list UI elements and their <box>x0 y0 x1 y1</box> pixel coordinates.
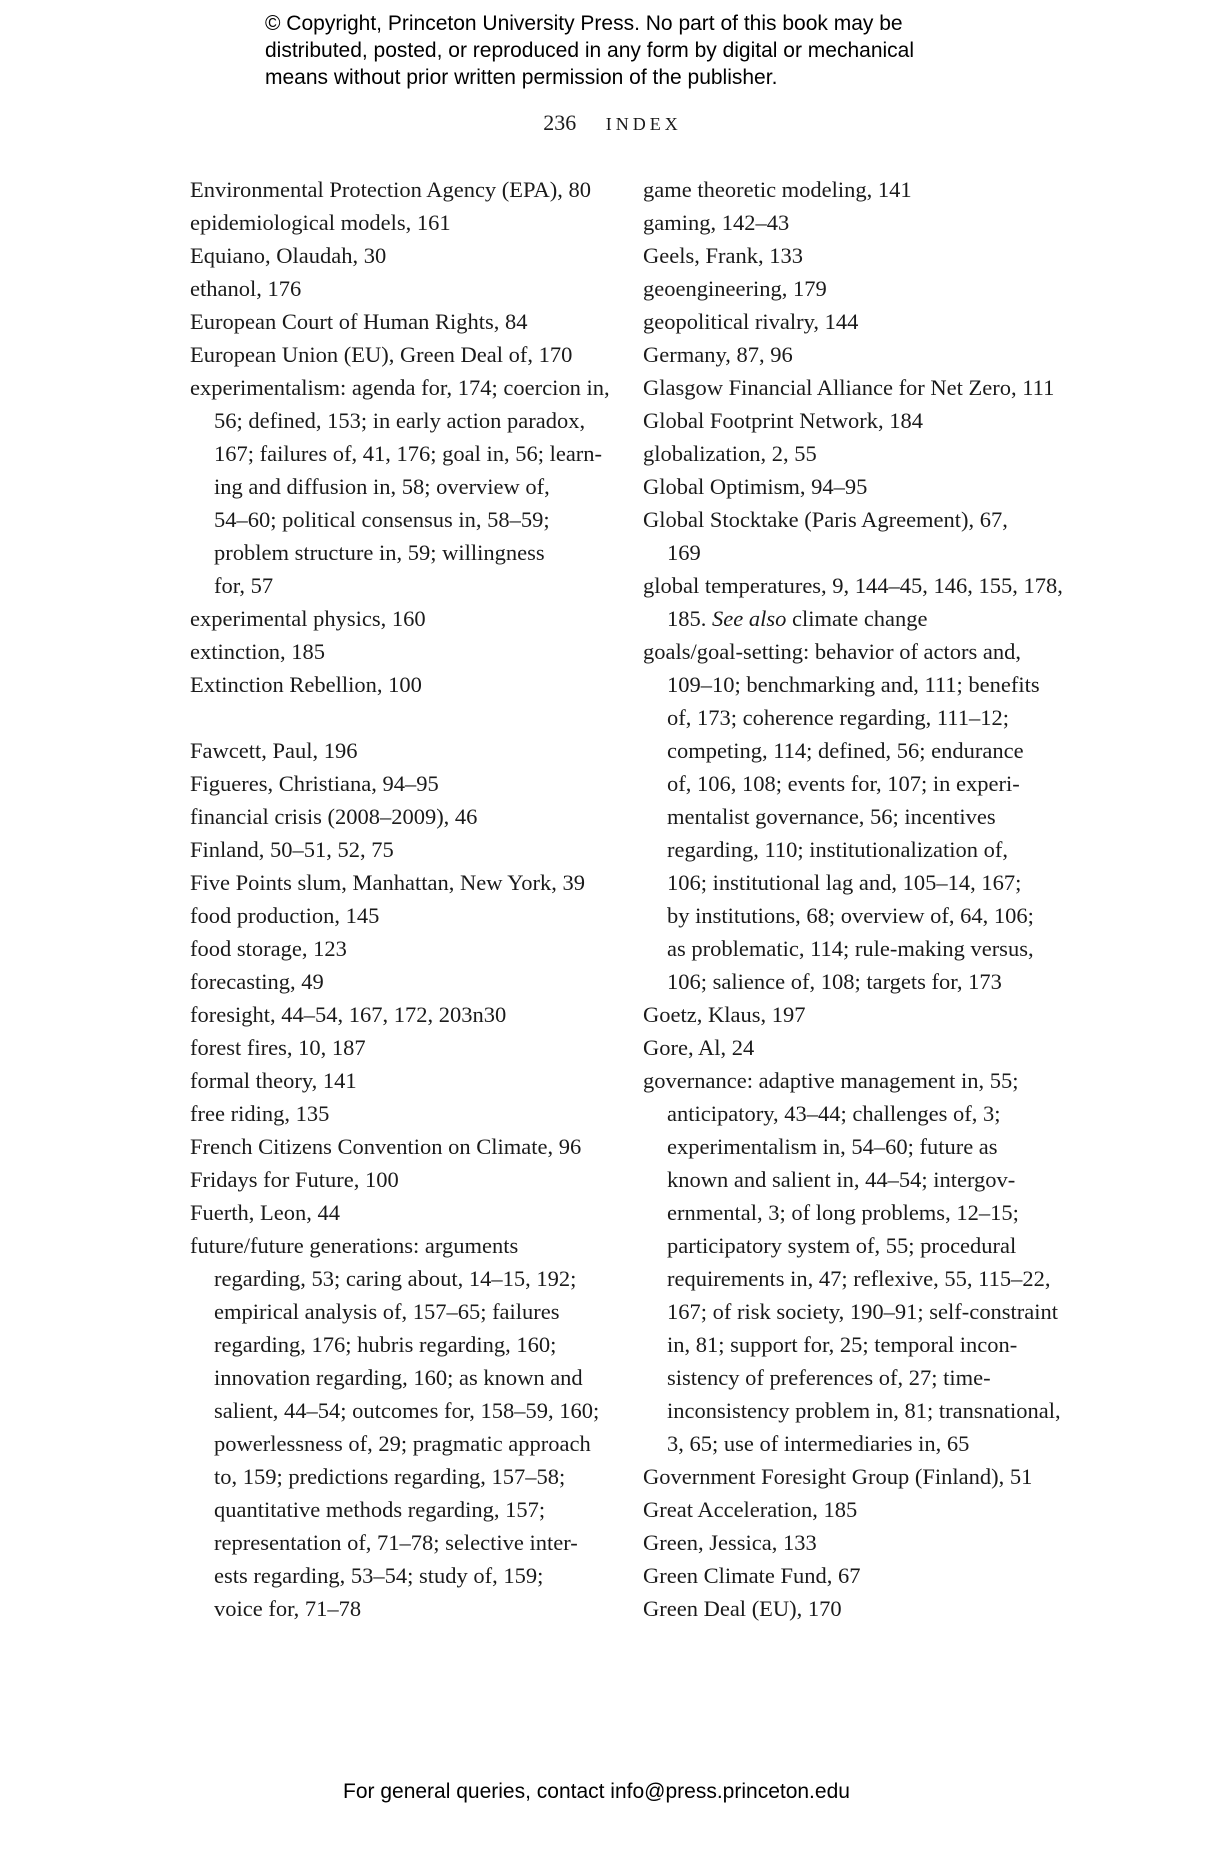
index-entry: Fridays for Future, 100 <box>190 1167 399 1192</box>
index-entry-continuation: for, 57 <box>214 573 274 598</box>
index-entry-continuation: experimentalism in, 54–60; future as <box>667 1134 998 1159</box>
index-entry: French Citizens Convention on Climate, 96 <box>190 1134 582 1159</box>
footer-contact: For general queries, contact info@press.princeton.edu <box>343 1780 850 1803</box>
index-entry: financial crisis (2008–2009), 46 <box>190 804 478 829</box>
index-entry-continuation: quantitative methods regarding, 157; <box>214 1497 546 1522</box>
index-entry: gaming, 142–43 <box>643 210 790 235</box>
index-entry: future/future generations: arguments <box>190 1233 519 1258</box>
index-entry-continuation: salient, 44–54; outcomes for, 158–59, 160; <box>214 1398 600 1423</box>
index-entry: European Union (EU), Green Deal of, 170 <box>190 342 573 367</box>
index-entry: geoengineering, 179 <box>643 276 827 301</box>
index-entry: Extinction Rebellion, 100 <box>190 672 422 697</box>
index-entry: Equiano, Olaudah, 30 <box>190 243 387 268</box>
running-header <box>0 110 1225 136</box>
index-entry-continuation: to, 159; predictions regarding, 157–58; <box>214 1464 566 1489</box>
index-entry-continuation: regarding, 110; institutionalization of, <box>667 837 1008 862</box>
index-entry-continuation: by institutions, 68; overview of, 64, 106; <box>667 903 1034 928</box>
index-entry-continuation: 167; failures of, 41, 176; goal in, 56; learn- <box>214 441 603 466</box>
index-entry: formal theory, 141 <box>190 1068 357 1093</box>
index-entry: Germany, 87, 96 <box>643 342 793 367</box>
index-entry: Global Stocktake (Paris Agreement), 67, <box>643 507 1008 532</box>
index-entry: Green Climate Fund, 67 <box>643 1563 861 1588</box>
index-entry: forecasting, 49 <box>190 969 324 994</box>
index-entry: Fawcett, Paul, 196 <box>190 738 358 763</box>
index-entry <box>190 701 610 734</box>
index-entry: Global Optimism, 94–95 <box>643 474 868 499</box>
index-entry-continuation: ing and diffusion in, 58; overview of, <box>214 474 550 499</box>
index-entry: Environmental Protection Agency (EPA), 80 <box>190 177 591 202</box>
index-entry-continuation: 185. See also climate change <box>667 606 928 631</box>
index-entry: globalization, 2, 55 <box>643 441 817 466</box>
index-entry-continuation: 167; of risk society, 190–91; self-constraint <box>667 1299 1058 1324</box>
index-entry-continuation: of, 106, 108; events for, 107; in experi- <box>667 771 1020 796</box>
index-entry-continuation: problem structure in, 59; willingness <box>214 540 545 565</box>
index-entry: forest fires, 10, 187 <box>190 1035 366 1060</box>
index-entry: Finland, 50–51, 52, 75 <box>190 837 394 862</box>
cross-reference: See also <box>712 606 787 631</box>
index-entry: Geels, Frank, 133 <box>643 243 803 268</box>
index-entry: food production, 145 <box>190 903 380 928</box>
index-entry: global temperatures, 9, 144–45, 146, 155, 178, <box>643 573 1063 598</box>
index-entry: Goetz, Klaus, 197 <box>643 1002 806 1027</box>
index-entry: foresight, 44–54, 167, 172, 203n30 <box>190 1002 507 1027</box>
index-entry: Green, Jessica, 133 <box>643 1530 817 1555</box>
index-entry: experimentalism: agenda for, 174; coercion in, <box>190 375 610 400</box>
index-entry: epidemiological models, 161 <box>190 210 451 235</box>
index-entry: Government Foresight Group (Finland), 51 <box>643 1464 1033 1489</box>
index-entry: Five Points slum, Manhattan, New York, 39 <box>190 870 586 895</box>
index-entry-continuation: regarding, 176; hubris regarding, 160; <box>214 1332 557 1357</box>
index-column-left <box>190 173 610 1625</box>
index-entry: Global Footprint Network, 184 <box>643 408 923 433</box>
index-entry-continuation: 3, 65; use of intermediaries in, 65 <box>667 1431 970 1456</box>
index-entry: extinction, 185 <box>190 639 325 664</box>
index-entry-continuation: regarding, 53; caring about, 14–15, 192; <box>214 1266 577 1291</box>
index-entry: goals/goal-setting: behavior of actors and, <box>643 639 1022 664</box>
index-entry-continuation: of, 173; coherence regarding, 111–12; <box>667 705 1009 730</box>
index-entry-continuation: 169 <box>667 540 701 565</box>
index-entry: ethanol, 176 <box>190 276 302 301</box>
index-entry: Great Acceleration, 185 <box>643 1497 858 1522</box>
index-entry-continuation: 106; salience of, 108; targets for, 173 <box>667 969 1002 994</box>
index-entry-continuation: 54–60; political consensus in, 58–59; <box>214 507 550 532</box>
index-entry: experimental physics, 160 <box>190 606 426 631</box>
copyright-line: © Copyright, Princeton University Press. No part of this book may be <box>265 12 903 35</box>
index-entry: food storage, 123 <box>190 936 347 961</box>
index-entry-continuation: 56; defined, 153; in early action paradox, <box>214 408 586 433</box>
page-number: 236 <box>543 110 577 135</box>
index-entry-continuation: competing, 114; defined, 56; endurance <box>667 738 1024 763</box>
index-entry: governance: adaptive management in, 55; <box>643 1068 1019 1093</box>
index-column-right <box>643 173 1063 1625</box>
index-entry: Gore, Al, 24 <box>643 1035 755 1060</box>
index-entry-continuation: participatory system of, 55; procedural <box>667 1233 1017 1258</box>
index-entry: game theoretic modeling, 141 <box>643 177 912 202</box>
index-entry: Glasgow Financial Alliance for Net Zero, 111 <box>643 375 1055 400</box>
index-entry-continuation: anticipatory, 43–44; challenges of, 3; <box>667 1101 1001 1126</box>
index-entry: Figueres, Christiana, 94–95 <box>190 771 439 796</box>
index-entry: free riding, 135 <box>190 1101 330 1126</box>
index-entry-continuation: voice for, 71–78 <box>214 1596 362 1621</box>
index-entry-continuation: ests regarding, 53–54; study of, 159; <box>214 1563 544 1588</box>
index-entry-continuation: mentalist governance, 56; incentives <box>667 804 996 829</box>
index-entry-continuation: sistency of preferences of, 27; time- <box>667 1365 991 1390</box>
copyright-line: distributed, posted, or reproduced in any form by digital or mechanical <box>265 39 915 62</box>
copyright-line: means without prior written permission of the publisher. <box>265 66 778 89</box>
index-entry: Green Deal (EU), 170 <box>643 1596 842 1621</box>
index-entry-continuation: known and salient in, 44–54; intergov- <box>667 1167 1016 1192</box>
index-entry-continuation: in, 81; support for, 25; temporal incon- <box>667 1332 1018 1357</box>
index-entry-continuation: 106; institutional lag and, 105–14, 167; <box>667 870 1022 895</box>
index-entry: European Court of Human Rights, 84 <box>190 309 528 334</box>
index-entry-continuation: as problematic, 114; rule-making versus, <box>667 936 1034 961</box>
index-entry: geopolitical rivalry, 144 <box>643 309 859 334</box>
index-entry-continuation: representation of, 71–78; selective inter- <box>214 1530 578 1555</box>
index-entry-continuation: powerlessness of, 29; pragmatic approach <box>214 1431 591 1456</box>
index-entry: Fuerth, Leon, 44 <box>190 1200 340 1225</box>
index-entry-continuation: requirements in, 47; reflexive, 55, 115–22, <box>667 1266 1051 1291</box>
index-entry-continuation: inconsistency problem in, 81; transnational, <box>667 1398 1061 1423</box>
index-entry-continuation: 109–10; benchmarking and, 111; benefits <box>667 672 1040 697</box>
copyright-notice <box>265 10 914 91</box>
index-entry-continuation: empirical analysis of, 157–65; failures <box>214 1299 560 1324</box>
index-entry-continuation: ernmental, 3; of long problems, 12–15; <box>667 1200 1019 1225</box>
index-entry-continuation: innovation regarding, 160; as known and <box>214 1365 583 1390</box>
section-title: INDEX <box>605 114 682 134</box>
